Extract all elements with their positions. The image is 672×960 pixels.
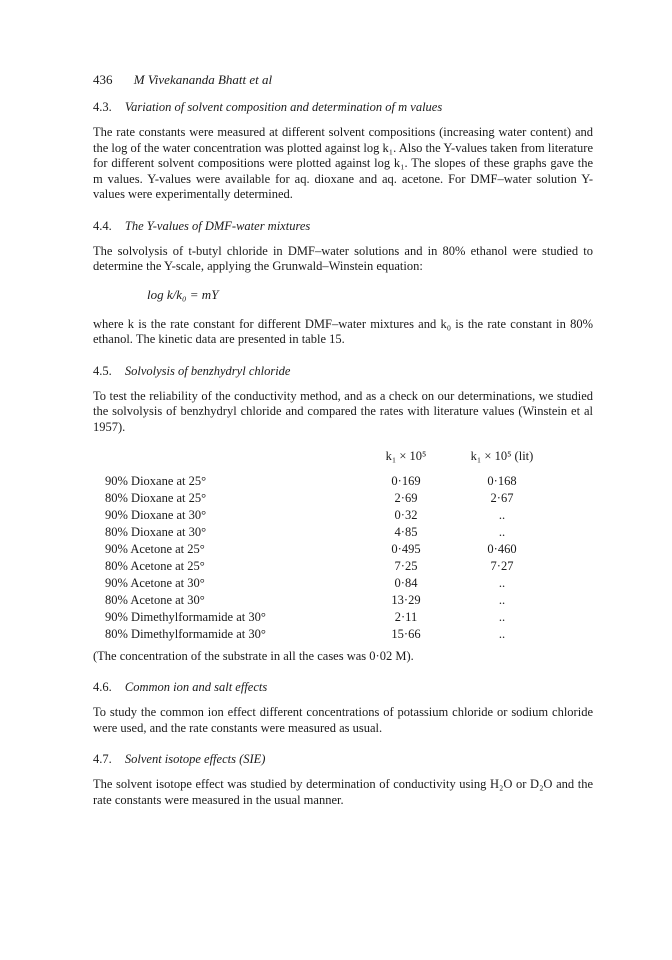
section-title: Solvent isotope effects (SIE) [124, 752, 266, 766]
table-cell-k1-lit: .. [498, 525, 506, 539]
section-title: The Y-values of DMF-water mixtures [124, 218, 311, 233]
table-cell-k1: 13·29 [391, 593, 421, 607]
section-number: 4.7. [93, 752, 112, 766]
running-head-authors: M Vivekananda Bhatt et al [133, 72, 273, 87]
table-row [105, 592, 549, 609]
table-header-cell [105, 449, 357, 473]
table-row [105, 473, 549, 490]
table-cell-solvent: 80% Acetone at 30° [105, 593, 205, 607]
table-cell-k1-lit: .. [498, 610, 506, 624]
section-title: Common ion and salt effects [124, 680, 268, 694]
section-heading-4-3 [93, 100, 593, 115]
table-cell-k1-lit: 0·168 [487, 474, 517, 488]
table-row [105, 541, 549, 558]
table-row [105, 609, 549, 626]
table-cell-k1-lit: 0·460 [487, 542, 517, 556]
section-paragraph-4-6: To study the common ion effect different concentrations of potassium chloride or sodium chloride were used, and the rate constants were measured as usual. [93, 705, 593, 735]
section-paragraph-4-5: To test the reliability of the conductivity method, and as a check on our determinations, we studied the solvolysis of benzhydryl chloride and compared the rates with literature values (Winstein et al 1957). [93, 388, 593, 434]
table-header-row [105, 449, 549, 473]
table-row [105, 507, 549, 524]
page [93, 72, 593, 824]
table-cell-solvent: 90% Acetone at 30° [105, 576, 205, 590]
table-footnote: (The concentration of the substrate in all the cases was 0·02 M). [93, 649, 414, 663]
section-heading-4-7 [93, 752, 593, 767]
table-row [105, 490, 549, 507]
table-cell-k1: 4·85 [394, 525, 418, 539]
table-cell-solvent: 90% Dioxane at 25° [105, 474, 207, 488]
table-cell-solvent: 80% Acetone at 25° [105, 559, 205, 573]
table-cell-k1: 0·84 [394, 576, 418, 590]
section-number: 4.4. [93, 218, 112, 233]
table-cell-k1-lit: .. [498, 593, 506, 607]
table-cell-k1-lit: .. [498, 576, 506, 590]
table-cell-k1: 15·66 [391, 627, 421, 641]
table-cell-k1-lit: 2·67 [490, 491, 514, 505]
section-title: Solvolysis of benzhydryl chloride [124, 363, 291, 378]
section-paragraph-4-7: The solvent isotope effect was studied by determination of conductivity using H₂O or D₂O and the rate constants were measured in the usual manner. [93, 777, 593, 807]
table-header-cell: k₁ × 10⁵ [385, 449, 427, 463]
table-cell-k1: 2·11 [394, 610, 418, 624]
table-cell-solvent: 90% Dimethylformamide at 30° [105, 610, 266, 624]
table-cell-k1: 0·495 [391, 542, 421, 556]
section-paragraph-4-3: The rate constants were measured at different solvent compositions (increasing water content) and the log of the water concentration was plotted against log k₁. Also the Y-values taken from literature for different solvent compositions were plotted against log k₁. The slopes of these graphs gave the m values. Y-values were available for aq. dioxane and aq. acetone. For DMF–water solution Y-values were experimentally determined. [93, 125, 593, 201]
table-cell-solvent: 80% Dioxane at 25° [105, 491, 207, 505]
table-cell-k1: 7·25 [394, 559, 418, 573]
grunwald-winstein-equation: log k/k₀ = mY [147, 286, 219, 302]
table-cell-k1-lit: .. [498, 508, 506, 522]
table-cell-k1: 0·169 [391, 474, 421, 488]
table-row [105, 626, 549, 643]
section-number: 4.6. [93, 680, 112, 694]
section-paragraph-4-4: The solvolysis of t-butyl chloride in DMF–water solutions and in 80% ethanol were studied to determine the Y-scale, applying the Grunwald–Winstein equation: [93, 243, 593, 273]
table-cell-k1: 2·69 [394, 491, 418, 505]
table-cell-k1: 0·32 [394, 508, 418, 522]
table-cell-k1-lit: 7·27 [490, 559, 514, 573]
section-title: Variation of solvent composition and determination of m values [124, 100, 443, 114]
table-row [105, 524, 549, 541]
section-heading-4-4 [93, 219, 593, 234]
table-header-cell: k₁ × 10⁵ (lit) [470, 449, 534, 463]
page-number: 436 [93, 72, 113, 87]
section-number: 4.5. [93, 363, 112, 378]
rate-constant-table [105, 449, 549, 643]
table-cell-solvent: 90% Dioxane at 30° [105, 508, 207, 522]
table-cell-solvent: 80% Dioxane at 30° [105, 525, 207, 539]
table-cell-solvent: 90% Acetone at 25° [105, 542, 205, 556]
section-paragraph-4-4-continued: where k is the rate constant for different DMF–water mixtures and k₀ is the rate constant in 80% ethanol. The kinetic data are presented in table 15. [93, 316, 593, 346]
table-row [105, 575, 549, 592]
running-head [93, 72, 593, 88]
table-cell-k1-lit: .. [498, 627, 506, 641]
section-heading-4-6 [93, 680, 593, 695]
table-cell-solvent: 80% Dimethylformamide at 30° [105, 627, 266, 641]
section-heading-4-5 [93, 364, 593, 379]
table-row [105, 558, 549, 575]
section-number: 4.3. [93, 100, 112, 114]
